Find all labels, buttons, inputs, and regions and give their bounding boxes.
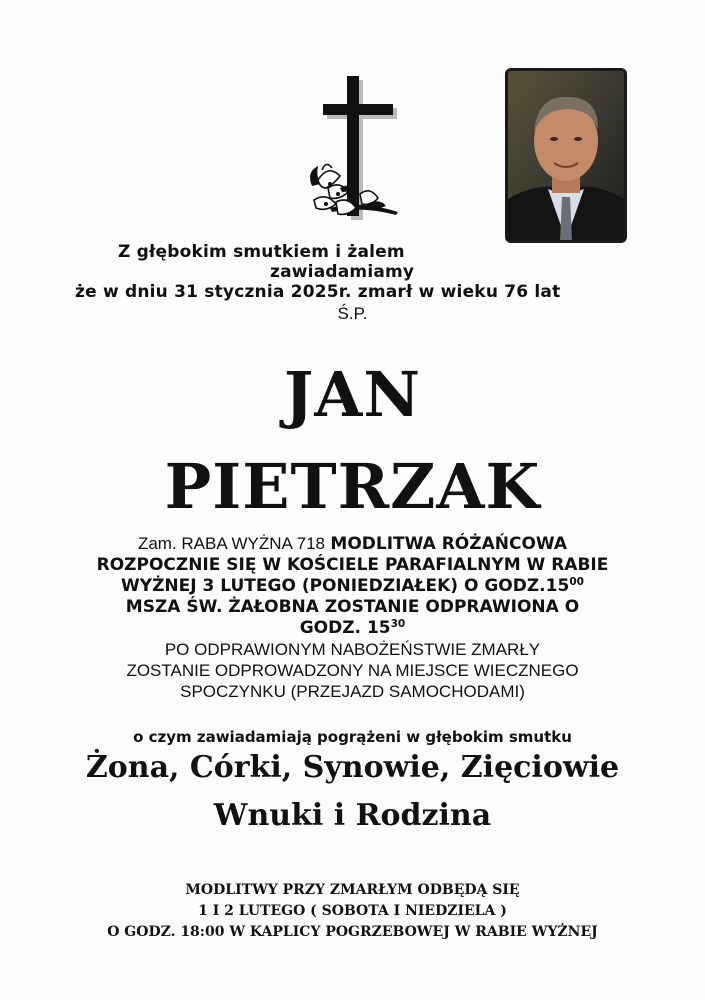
mourners-intro: o czym zawiadamiają pogrążeni w głębokim smutku <box>133 728 572 746</box>
prayers-info <box>0 880 705 943</box>
family-line-2: Wnuki i Rodzina <box>213 798 492 833</box>
announcement-line-3: że w dniu 31 stycznia 2025r. zmarł w wieku 76 lat <box>75 282 561 302</box>
prayers-line-1: MODLITWY PRZY ZMARŁYM ODBĘDĄ SIĘ <box>185 882 520 898</box>
ceremony-line-2: ROZPOCZNIE SIĘ W KOŚCIELE PARAFIALNYM W RABIE <box>96 555 609 575</box>
deceased-last-name: PIETRZAK <box>164 450 541 523</box>
ceremony-info <box>0 533 705 702</box>
portrait-photo <box>505 68 627 243</box>
rosary-label: MODLITWA RÓŻAŃCOWA <box>330 534 568 554</box>
ceremony-line-6: PO ODPRAWIONYM NABOŻEŃSTWIE ZMARŁY <box>164 640 541 659</box>
ceremony-line-8: SPOCZYNKU (PRZEJAZD SAMOCHODAMI) <box>180 682 525 701</box>
address: Zam. RABA WYŻNA 718 <box>137 534 326 553</box>
deceased-first-name: JAN <box>283 358 422 431</box>
ceremony-line-5: GODZ. $15^{30}$ <box>299 618 406 638</box>
ceremony-line-7: ZOSTANIE ODPROWADZONY NA MIEJSCE WIECZNEGO <box>126 661 579 680</box>
ceremony-line-3: WYŻNEJ 3 LUTEGO (PONIEDZIAŁEK) O $GODZ.15^{00}$ <box>121 576 584 596</box>
cross-with-lilies-icon <box>300 76 410 231</box>
ceremony-line-4: MSZA ŚW. ŻAŁOBNA ZOSTANIE ODPRAWIONA O <box>125 597 580 617</box>
announcement-line-1: Z głębokim smutkiem i żalem <box>118 242 405 262</box>
prayers-line-2: 1 I 2 LUTEGO ( SOBOTA I NIEDZIELA ) <box>198 903 507 919</box>
prayers-line-3: O GODZ. 18:00 W KAPLICY POGRZEBOWEJ W RABIE WYŻNEJ <box>107 924 598 940</box>
honorific: Ś.P. <box>337 304 368 323</box>
announcement-line-2: zawiadamiamy <box>270 262 415 282</box>
family-line-1: Żona, Córki, Synowie, Zięciowie <box>85 750 620 785</box>
